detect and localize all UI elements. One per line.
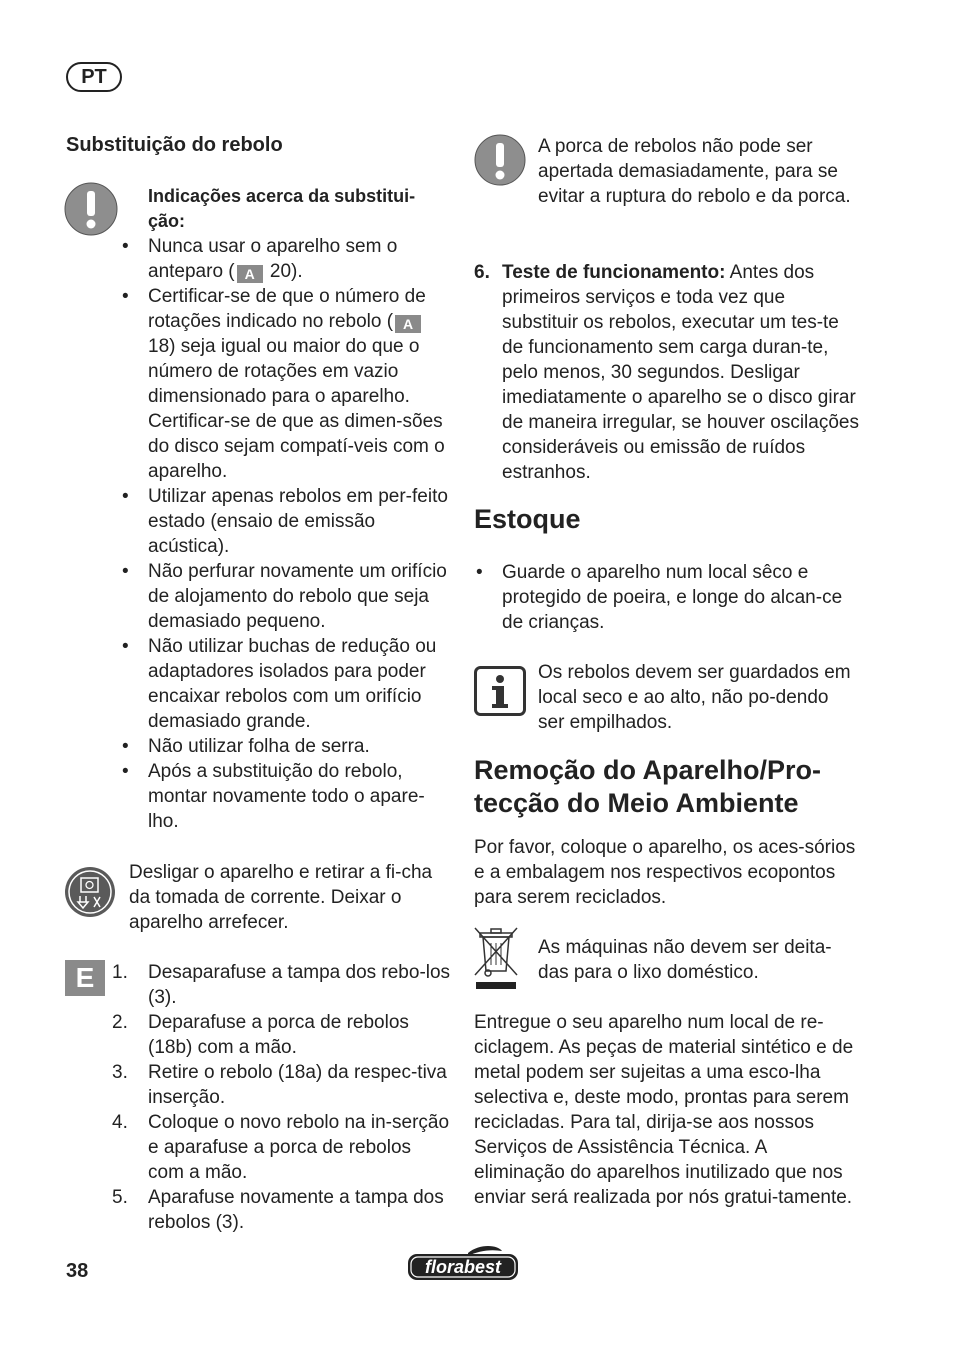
list-item: • Não utilizar folha de serra. <box>122 734 452 759</box>
list-item: 4. Coloque o novo rebolo na in-serção e aparafuse a porca de rebolos com a mão. <box>112 1112 450 1183</box>
list-item: • Certificar-se de que o número de rotações indicado no rebolo ( A 18) seja igual ou maior do que o número de rotações em vazio dimensionado para o aparelho. Certificar-se de que as dimen-sões do disco sejam compatí-veis com o aparelho. <box>122 284 452 484</box>
crossed-bin-icon <box>472 925 520 991</box>
list-item: 5. Aparafuse novamente a tampa dos rebolos (3). <box>112 1187 444 1233</box>
replacement-notes-list <box>122 234 452 834</box>
replacement-steps-list <box>112 960 452 1235</box>
list-item: • Nunca usar o aparelho sem o anteparo ( A 20). <box>122 234 452 284</box>
list-item: • Não utilizar buchas de redução ou adaptadores isolados para poder encaixar rebolos com um orifício demasiado grande. <box>122 634 452 734</box>
language-badge: PT <box>66 62 122 92</box>
warning-icon <box>64 182 118 236</box>
florabest-logo <box>406 1246 520 1282</box>
list-item: • Guarde o aparelho num local sêco e protegido de poeira, e longe do alcan-ce de crianças. <box>476 560 860 635</box>
figure-ref-badge: A <box>237 265 263 283</box>
function-test-step: 6. Teste de funcionamento: Antes dos primeiros serviços e toda vez que substituir os rebolos, executar um tes-te de funcionamento sem carga duran-te, pelo menos, 30 segundos. Desligar imediatamente o aparelho se o disco girar de maneira irregular, se houver oscilações consideráveis ou emissão de ruídos estranhos. <box>474 262 859 483</box>
storage-info-text: Os rebolos devem ser guardados em local seco e ao alto, não po-dendo ser empilhados. <box>538 662 851 733</box>
step-title: Teste de funcionamento: <box>502 262 726 283</box>
disposal-intro: Por favor, coloque o aparelho, os aces-sórios e a embalagem nos respectivos ecopontos para serem reciclados. <box>474 837 856 908</box>
list-item: • Não perfurar novamente um orifício de alojamento do rebolo que seja demasiado pequeno. <box>122 559 452 634</box>
warning-icon <box>474 134 526 186</box>
list-item: 3. Retire o rebolo (18a) da respec-tiva inserção. <box>112 1062 447 1108</box>
disposal-body: Entregue o seu aparelho num local de re-ciclagem. As peças de material sintético e de metal podem ser sujeitas a uma esco-lha selectiva e, deste modo, prontas para serem recicladas. Para tal, dirija-se aos nossos Serviços de Assistência Técnica. A eliminação do aparelhos inutilizado que nos enviar será realizada por nós gratui-tamente. <box>474 1012 854 1208</box>
section-title-storage: Estoque <box>474 504 581 534</box>
warning-nut-text: A porca de rebolos não pode ser apertada demasiadamente, para se evitar a ruptura do rebolo e da porca. <box>538 136 851 207</box>
figure-ref-badge: A <box>395 315 421 333</box>
svg-text:florabest: florabest <box>424 1257 502 1277</box>
list-item: 2. Deparafuse a porca de rebolos (18b) com a mão. <box>112 1012 409 1058</box>
disposal-bin-text: As máquinas não devem ser deita-das para o lixo doméstico. <box>538 937 832 983</box>
unplug-icon <box>64 866 116 918</box>
figure-badge-e: E <box>65 960 105 996</box>
info-icon <box>474 666 526 716</box>
list-item: 1. Desaparafuse a tampa dos rebo-los (3). <box>112 962 451 1008</box>
list-item: • Após a substituição do rebolo, montar novamente todo o apare-lho. <box>122 759 452 834</box>
unplug-instruction: Desligar o aparelho e retirar a fi-cha da tomada de corrente. Deixar o aparelho arrefecer. <box>129 862 433 933</box>
page-number: 38 <box>66 1260 89 1282</box>
list-item: • Utilizar apenas rebolos em per-feito estado (ensaio de emissão acústica). <box>122 484 452 559</box>
warning-heading: Indicações acerca da substitui-ção: <box>148 186 416 231</box>
storage-list <box>476 560 860 635</box>
section-title-disposal: Remoção do Aparelho/Pro-tecção do Meio Ambiente <box>474 755 822 818</box>
section-title-wheel-replacement: Substituição do rebolo <box>66 134 283 156</box>
